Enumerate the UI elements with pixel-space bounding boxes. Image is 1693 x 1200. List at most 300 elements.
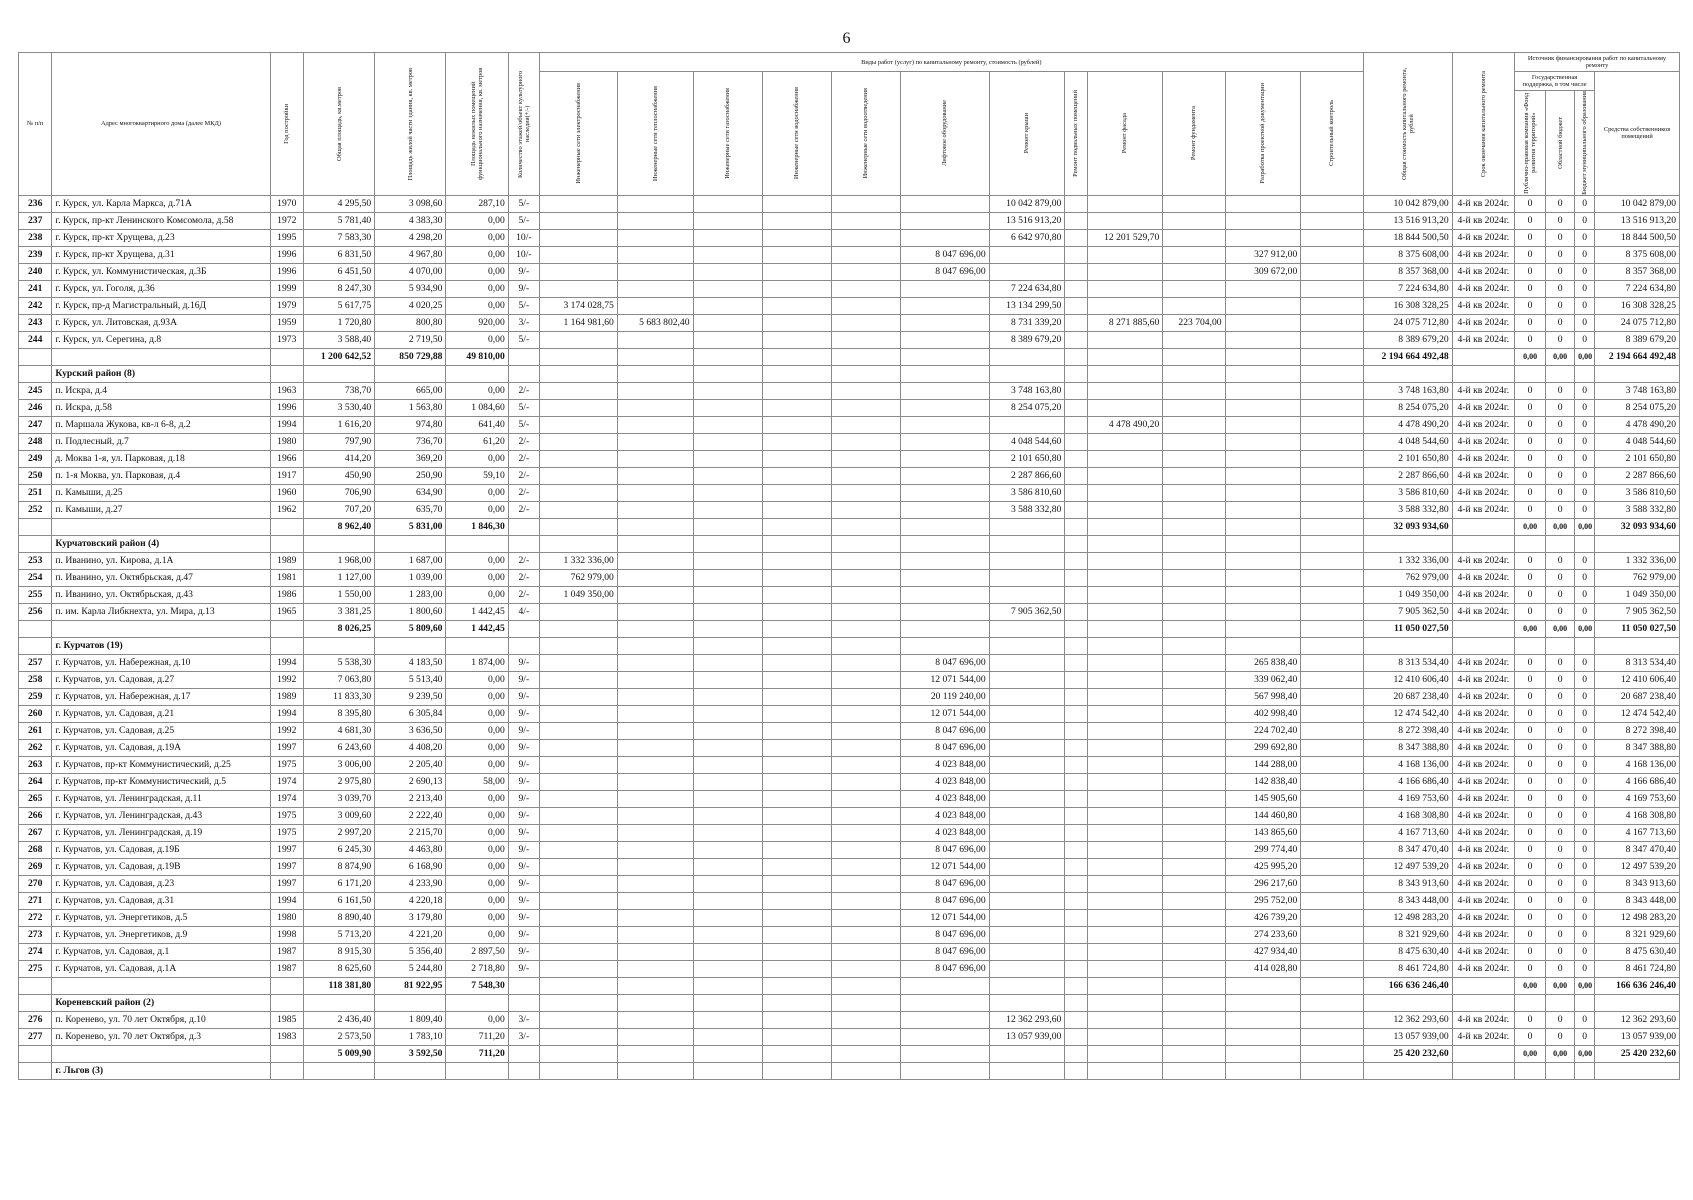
cell-f2: 0 (1546, 790, 1575, 807)
cell-li (900, 450, 989, 467)
cell-fo (1163, 892, 1225, 909)
cell-ro (989, 875, 1065, 892)
cell-co (1301, 892, 1363, 909)
cell-f3: 0 (1575, 1028, 1595, 1045)
table-row (19, 450, 1680, 467)
district-empty (1065, 637, 1087, 654)
cell-n: 236 (19, 195, 52, 212)
cell-el (539, 858, 617, 875)
subtotal-empty (900, 518, 989, 535)
cell-de: 425 995,20 (1225, 858, 1301, 875)
cell-ga (693, 246, 762, 263)
cell-dr (831, 688, 900, 705)
cell-el (539, 960, 617, 977)
subtotal-empty (1163, 977, 1225, 994)
cell-ta: 450,90 (303, 467, 374, 484)
cell-ow: 4 168 136,00 (1595, 756, 1680, 773)
district-empty (446, 637, 508, 654)
cell-n: 267 (19, 824, 52, 841)
cell-el (539, 756, 617, 773)
cell-year: 1972 (270, 212, 303, 229)
subtotal-empty (831, 620, 900, 637)
cell-ba (1065, 399, 1087, 416)
district-empty (831, 1062, 900, 1079)
cell-addr: п. Коренево, ул. 70 лет Октября, д.3 (52, 1028, 270, 1045)
cell-fa (1087, 824, 1163, 841)
cell-dr (831, 790, 900, 807)
table-row (19, 688, 1680, 705)
cell-tot: 8 272 398,40 (1363, 722, 1452, 739)
district-empty (1452, 994, 1514, 1011)
cell-de: 427 934,40 (1225, 943, 1301, 960)
cell-de (1225, 1028, 1301, 1045)
subtotal-empty (19, 348, 52, 365)
cell-co (1301, 229, 1363, 246)
cell-f3: 0 (1575, 433, 1595, 450)
cell-na: 0,00 (446, 739, 508, 756)
cell-f3: 0 (1575, 212, 1595, 229)
cell-he (617, 926, 693, 943)
cell-dl: 4-й кв 2024г. (1452, 807, 1514, 824)
cell-li: 12 071 544,00 (900, 909, 989, 926)
cell-tot: 8 357 368,00 (1363, 263, 1452, 280)
district-empty (1595, 535, 1680, 552)
subtotal-empty (831, 518, 900, 535)
district-num-empty (19, 535, 52, 552)
cell-n: 246 (19, 399, 52, 416)
cell-he (617, 671, 693, 688)
subtotal-empty (1163, 348, 1225, 365)
cell-ta: 707,20 (303, 501, 374, 518)
cell-ga (693, 586, 762, 603)
table-row (19, 297, 1680, 314)
cell-li (900, 569, 989, 586)
subtotal-ta: 1 200 642,52 (303, 348, 374, 365)
cell-f3: 0 (1575, 756, 1595, 773)
cell-tot: 2 287 866,60 (1363, 467, 1452, 484)
subtotal-empty (617, 977, 693, 994)
cell-f1: 0 (1515, 722, 1546, 739)
cell-ow: 7 224 634,80 (1595, 280, 1680, 297)
subtotal-empty (508, 977, 539, 994)
cell-addr: г. Курчатов, ул. Садовая, д.19В (52, 858, 270, 875)
subtotal-empty (1065, 977, 1087, 994)
cell-fl: 9/- (508, 722, 539, 739)
cell-el (539, 1011, 617, 1028)
district-empty (693, 994, 762, 1011)
cell-addr: г. Курск, пр-кт Ленинского Комсомола, д.58 (52, 212, 270, 229)
col-facade: Ремонт фасада (1087, 72, 1163, 196)
cell-dl: 4-й кв 2024г. (1452, 331, 1514, 348)
cell-fl: 9/- (508, 671, 539, 688)
district-empty (1515, 365, 1546, 382)
district-empty (831, 365, 900, 382)
cell-f1: 0 (1515, 399, 1546, 416)
subtotal-f2: 0,00 (1546, 348, 1575, 365)
cell-f2: 0 (1546, 654, 1575, 671)
cell-f2: 0 (1546, 569, 1575, 586)
cell-dl: 4-й кв 2024г. (1452, 314, 1514, 331)
cell-ba (1065, 1011, 1087, 1028)
cell-n: 270 (19, 875, 52, 892)
cell-f2: 0 (1546, 739, 1575, 756)
cell-dr (831, 586, 900, 603)
cell-f1: 0 (1515, 552, 1546, 569)
cell-f3: 0 (1575, 875, 1595, 892)
cell-dl: 4-й кв 2024г. (1452, 416, 1514, 433)
subtotal-f2: 0,00 (1546, 518, 1575, 535)
cell-f1: 0 (1515, 314, 1546, 331)
cell-f2: 0 (1546, 195, 1575, 212)
cell-ow: 10 042 879,00 (1595, 195, 1680, 212)
cell-year: 1970 (270, 195, 303, 212)
cell-tot: 3 748 163,80 (1363, 382, 1452, 399)
cell-f1: 0 (1515, 739, 1546, 756)
cell-co (1301, 263, 1363, 280)
cell-ta: 738,70 (303, 382, 374, 399)
cell-addr: п. Иванино, ул. Октябрьская, д.47 (52, 569, 270, 586)
cell-tot: 3 586 810,60 (1363, 484, 1452, 501)
table-row (19, 212, 1680, 229)
cell-fl: 9/- (508, 841, 539, 858)
cell-na: 0,00 (446, 875, 508, 892)
subtotal-empty (1301, 1045, 1363, 1062)
cell-fo (1163, 960, 1225, 977)
cell-f2: 0 (1546, 688, 1575, 705)
district-empty (1301, 994, 1363, 1011)
cell-addr: п. Искра, д.4 (52, 382, 270, 399)
cell-f1: 0 (1515, 246, 1546, 263)
cell-ga (693, 654, 762, 671)
cell-f1: 0 (1515, 416, 1546, 433)
table-row (19, 195, 1680, 212)
cell-ga (693, 807, 762, 824)
subtotal-f2: 0,00 (1546, 977, 1575, 994)
cell-he (617, 773, 693, 790)
cell-year: 1963 (270, 382, 303, 399)
cell-he (617, 858, 693, 875)
state-support-header: Государственная поддержка, в том числе (1515, 72, 1595, 91)
district-row (19, 365, 1680, 382)
cell-dl: 4-й кв 2024г. (1452, 671, 1514, 688)
cell-he (617, 1028, 693, 1045)
cell-wa (762, 1028, 831, 1045)
subtotal-na: 7 548,30 (446, 977, 508, 994)
district-empty (1363, 994, 1452, 1011)
cell-he (617, 433, 693, 450)
cell-la: 665,00 (375, 382, 446, 399)
cell-ow: 8 389 679,20 (1595, 331, 1680, 348)
district-num-empty (19, 994, 52, 1011)
subtotal-empty (1301, 620, 1363, 637)
table-row (19, 875, 1680, 892)
cell-dl: 4-й кв 2024г. (1452, 739, 1514, 756)
cell-ow: 4 166 686,40 (1595, 773, 1680, 790)
cell-ba (1065, 1028, 1087, 1045)
cell-li: 4 023 848,00 (900, 807, 989, 824)
cell-tot: 8 254 075,20 (1363, 399, 1452, 416)
subtotal-empty (1087, 348, 1163, 365)
cell-de (1225, 399, 1301, 416)
cell-ga (693, 467, 762, 484)
district-empty (446, 1062, 508, 1079)
cell-wa (762, 739, 831, 756)
cell-tot: 8 475 630,40 (1363, 943, 1452, 960)
cell-la: 4 070,00 (375, 263, 446, 280)
cell-ba (1065, 552, 1087, 569)
cell-fl: 2/- (508, 467, 539, 484)
cell-f1: 0 (1515, 892, 1546, 909)
cell-ow: 8 461 724,80 (1595, 960, 1680, 977)
cell-el (539, 790, 617, 807)
cell-ga (693, 484, 762, 501)
cell-f1: 0 (1515, 807, 1546, 824)
cell-ta: 7 063,80 (303, 671, 374, 688)
cell-ta: 2 573,50 (303, 1028, 374, 1045)
cell-tot: 1 332 336,00 (1363, 552, 1452, 569)
subtotal-na: 1 846,30 (446, 518, 508, 535)
cell-f2: 0 (1546, 722, 1575, 739)
cell-na: 0,00 (446, 246, 508, 263)
cell-ro (989, 416, 1065, 433)
cell-li (900, 399, 989, 416)
cell-ta: 2 436,40 (303, 1011, 374, 1028)
cell-ga (693, 1011, 762, 1028)
subtotal-empty (1163, 620, 1225, 637)
cell-fl: 10/- (508, 229, 539, 246)
cell-fo (1163, 501, 1225, 518)
cell-fo (1163, 416, 1225, 433)
cell-fl: 9/- (508, 705, 539, 722)
cell-wa (762, 195, 831, 212)
cell-f3: 0 (1575, 331, 1595, 348)
district-empty (539, 535, 617, 552)
subtotal-ta: 118 381,80 (303, 977, 374, 994)
cell-de: 327 912,00 (1225, 246, 1301, 263)
cell-ga (693, 773, 762, 790)
cell-ow: 8 347 388,80 (1595, 739, 1680, 756)
cell-he (617, 824, 693, 841)
cell-el: 762 979,00 (539, 569, 617, 586)
cell-f3: 0 (1575, 297, 1595, 314)
cell-n: 277 (19, 1028, 52, 1045)
cell-addr: п. Маршала Жукова, кв-л 6-8, д.2 (52, 416, 270, 433)
cell-f1: 0 (1515, 484, 1546, 501)
cell-ba (1065, 705, 1087, 722)
cell-f1: 0 (1515, 280, 1546, 297)
district-empty (539, 365, 617, 382)
subtotal-f3: 0,00 (1575, 518, 1595, 535)
cell-addr: г. Курчатов, пр-кт Коммунистический, д.5 (52, 773, 270, 790)
district-empty (989, 535, 1065, 552)
district-empty (1546, 1062, 1575, 1079)
cell-la: 1 563,80 (375, 399, 446, 416)
cell-de (1225, 331, 1301, 348)
cell-ro (989, 909, 1065, 926)
cell-dr (831, 960, 900, 977)
cell-dl: 4-й кв 2024г. (1452, 841, 1514, 858)
cell-fo (1163, 943, 1225, 960)
cell-fo (1163, 297, 1225, 314)
cell-fa (1087, 280, 1163, 297)
subtotal-empty (539, 348, 617, 365)
subtotal-empty (52, 977, 270, 994)
cell-ga (693, 501, 762, 518)
cell-tot: 8 347 388,80 (1363, 739, 1452, 756)
subtotal-empty (1452, 977, 1514, 994)
col-control: Строительный контроль (1301, 72, 1363, 196)
cell-f1: 0 (1515, 382, 1546, 399)
cell-ba (1065, 807, 1087, 824)
district-row (19, 994, 1680, 1011)
cell-f2: 0 (1546, 399, 1575, 416)
col-floors: Количество этажей/объект культурного наследия(+/-) (508, 53, 539, 196)
cell-ro (989, 960, 1065, 977)
subtotal-empty (762, 1045, 831, 1062)
cell-wa (762, 943, 831, 960)
cell-wa (762, 382, 831, 399)
cell-ro: 3 748 163,80 (989, 382, 1065, 399)
subtotal-empty (900, 620, 989, 637)
cell-fo (1163, 399, 1225, 416)
district-empty (617, 365, 693, 382)
cell-ta: 3 530,40 (303, 399, 374, 416)
cell-ba (1065, 756, 1087, 773)
cell-fa: 8 271 885,60 (1087, 314, 1163, 331)
cell-f2: 0 (1546, 552, 1575, 569)
cell-he (617, 263, 693, 280)
cell-f3: 0 (1575, 841, 1595, 858)
cell-na: 59,10 (446, 467, 508, 484)
cell-dl: 4-й кв 2024г. (1452, 960, 1514, 977)
subtotal-empty (508, 620, 539, 637)
cell-fo: 223 704,00 (1163, 314, 1225, 331)
cell-dr (831, 229, 900, 246)
cell-na: 58,00 (446, 773, 508, 790)
table-row (19, 314, 1680, 331)
cell-la: 2 719,50 (375, 331, 446, 348)
district-empty (900, 535, 989, 552)
subtotal-ow: 32 093 934,60 (1595, 518, 1680, 535)
cell-ow: 2 101 650,80 (1595, 450, 1680, 467)
cell-co (1301, 756, 1363, 773)
cell-el (539, 195, 617, 212)
table-row (19, 586, 1680, 603)
cell-f2: 0 (1546, 875, 1575, 892)
cell-fa (1087, 263, 1163, 280)
cell-li: 8 047 696,00 (900, 654, 989, 671)
subtotal-ow: 166 636 246,40 (1595, 977, 1680, 994)
district-empty (693, 535, 762, 552)
cell-fo (1163, 195, 1225, 212)
cell-ba (1065, 450, 1087, 467)
cell-f1: 0 (1515, 212, 1546, 229)
cell-he (617, 654, 693, 671)
cell-fl: 10/- (508, 246, 539, 263)
subtotal-empty (1087, 1045, 1163, 1062)
district-num-empty (19, 1062, 52, 1079)
cell-li (900, 467, 989, 484)
cell-ro: 2 287 866,60 (989, 467, 1065, 484)
district-num-empty (19, 365, 52, 382)
cell-la: 3 098,60 (375, 195, 446, 212)
cell-la: 1 283,00 (375, 586, 446, 603)
subtotal-f3: 0,00 (1575, 348, 1595, 365)
cell-f3: 0 (1575, 722, 1595, 739)
col-total-cost: Общая стоимость капитального ремонта, рублей (1363, 53, 1452, 196)
subtotal-empty (1087, 977, 1163, 994)
cell-year: 1996 (270, 399, 303, 416)
cell-fo (1163, 212, 1225, 229)
cell-de: 339 062,40 (1225, 671, 1301, 688)
cell-ta: 6 161,50 (303, 892, 374, 909)
district-empty (989, 637, 1065, 654)
cell-f1: 0 (1515, 858, 1546, 875)
cell-f3: 0 (1575, 399, 1595, 416)
cell-dl: 4-й кв 2024г. (1452, 603, 1514, 620)
district-empty (1163, 1062, 1225, 1079)
district-empty (539, 637, 617, 654)
cell-fa (1087, 450, 1163, 467)
cell-ba (1065, 467, 1087, 484)
cell-co (1301, 926, 1363, 943)
cell-f1: 0 (1515, 909, 1546, 926)
cell-ow: 4 169 753,60 (1595, 790, 1680, 807)
cell-ta: 3 006,00 (303, 756, 374, 773)
cell-li (900, 382, 989, 399)
cell-la: 4 408,20 (375, 739, 446, 756)
cell-de (1225, 314, 1301, 331)
cell-wa (762, 756, 831, 773)
cell-wa (762, 1011, 831, 1028)
cell-f2: 0 (1546, 892, 1575, 909)
col-water: Инженерные сети водоснабжения (762, 72, 831, 196)
cell-tot: 12 474 542,40 (1363, 705, 1452, 722)
table-row (19, 552, 1680, 569)
cell-f2: 0 (1546, 433, 1575, 450)
cell-ro: 13 134 299,50 (989, 297, 1065, 314)
cell-fl: 2/- (508, 501, 539, 518)
cell-la: 800,80 (375, 314, 446, 331)
cell-el (539, 467, 617, 484)
subtotal-na: 1 442,45 (446, 620, 508, 637)
cell-f1: 0 (1515, 467, 1546, 484)
cell-co (1301, 586, 1363, 603)
cell-dr (831, 603, 900, 620)
cell-he (617, 943, 693, 960)
col-owners: Средства собственников помещений (1595, 72, 1680, 196)
cell-co (1301, 943, 1363, 960)
cell-la: 736,70 (375, 433, 446, 450)
subtotal-ta: 5 009,90 (303, 1045, 374, 1062)
cell-fo (1163, 858, 1225, 875)
cell-ta: 6 243,60 (303, 739, 374, 756)
cell-f3: 0 (1575, 688, 1595, 705)
cell-el (539, 382, 617, 399)
col-num: № п/п (19, 53, 52, 196)
cell-ga (693, 331, 762, 348)
cell-fo (1163, 331, 1225, 348)
subtotal-row (19, 348, 1680, 365)
cell-dr (831, 1028, 900, 1045)
cell-n: 264 (19, 773, 52, 790)
cell-na: 0,00 (446, 756, 508, 773)
cell-na: 0,00 (446, 382, 508, 399)
subtotal-empty (762, 620, 831, 637)
cell-dr (831, 824, 900, 841)
cell-dl: 4-й кв 2024г. (1452, 297, 1514, 314)
district-empty (303, 637, 374, 654)
